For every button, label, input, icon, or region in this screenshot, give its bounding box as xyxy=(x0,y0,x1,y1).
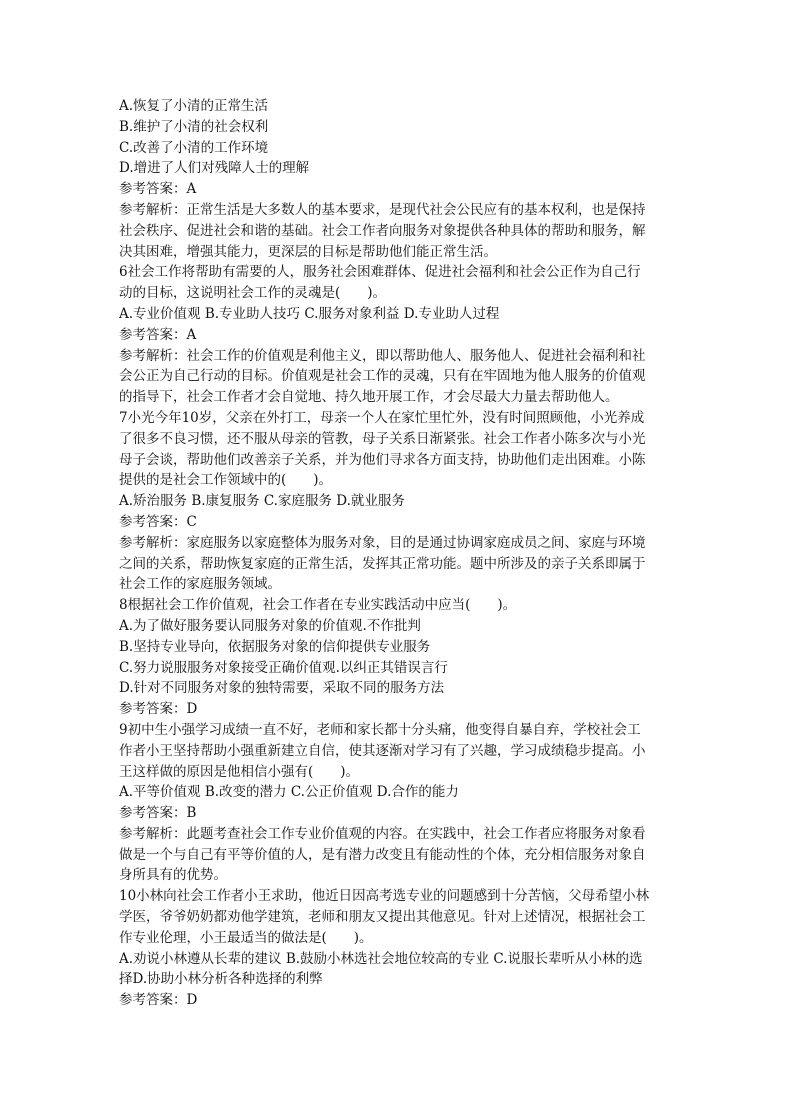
text-line: 了很多不良习惯，还不服从母亲的管教，母子关系日渐紧张。社会工作者小陈多次与小光 xyxy=(119,430,646,447)
text-line: D.增进了人们对残障人士的理解 xyxy=(119,160,310,177)
text-line: 决其困难，增强其能力，更深层的目标是帮助他们能正常生活。 xyxy=(119,243,497,260)
text-line: 参考解析：家庭服务以家庭整体为服务对象，目的是通过协调家庭成员之间、家庭与环境 xyxy=(119,534,646,551)
text-line: 6社会工作将帮助有需要的人，服务社会困难群体、促进社会福利和社会公正作为自己行 xyxy=(119,264,641,281)
text-line: 参考答案：A xyxy=(119,326,197,343)
text-line: 参考解析：此题考查社会工作专业价值观的内容。在实践中，社会工作者应将服务对象看 xyxy=(119,825,646,842)
text-line: 10小林向社会工作者小王求助，他近日因高考选专业的问题感到十分苦恼，父母希望小林 xyxy=(119,888,650,905)
text-line: 动的目标，这说明社会工作的灵魂是( )。 xyxy=(119,285,387,302)
text-line: 作者小王坚持帮助小强重新建立自信，使其逐渐对学习有了兴趣，学习成绩稳步提高。小 xyxy=(119,742,646,759)
text-line: 参考答案：C xyxy=(119,513,197,530)
text-line: 提供的是社会工作领域中的( )。 xyxy=(119,472,333,489)
text-line: B.坚持专业导向，依据服务对象的信仰提供专业服务 xyxy=(119,638,431,655)
text-line: 之间的关系，帮助恢复家庭的正常生活，发挥其正常功能。题中所涉及的亲子关系即属于 xyxy=(119,555,646,572)
text-line: 的指导下，社会工作者才会自觉地、持久地开展工作，才会尽最大力量去帮助他人。 xyxy=(119,389,619,406)
text-line: 社会工作的家庭服务领域。 xyxy=(119,576,281,593)
text-line: A.平等价值观 B.改变的潜力 C.公正价值观 D.合作的能力 xyxy=(119,784,459,801)
text-line: 8根据社会工作价值观，社会工作者在专业实践活动中应当( )。 xyxy=(119,597,517,614)
text-line: 参考答案：D xyxy=(119,992,198,1009)
text-line: 参考答案：D xyxy=(119,701,198,718)
text-line: 做是一个与自己有平等价值的人，是有潜力改变且有能动性的个体，充分相信服务对象自 xyxy=(119,846,646,863)
text-line: 作专业伦理，小王最适当的做法是( )。 xyxy=(119,929,373,946)
text-line: 参考答案：B xyxy=(119,805,197,822)
text-line: 7小光今年10岁，父亲在外打工，母亲一个人在家忙里忙外，没有时间照顾他，小光养成 xyxy=(119,409,645,426)
text-line: A.恢复了小清的正常生活 xyxy=(119,98,269,114)
text-line: C.改善了小清的工作环境 xyxy=(119,139,269,156)
text-line: 身所具有的优势。 xyxy=(119,867,227,884)
text-line: A.劝说小林遵从长辈的建议 B.鼓励小林选社会地位较高的专业 C.说服长辈听从小林的选 xyxy=(119,950,643,967)
text-line: 王这样做的原因是他相信小强有( )。 xyxy=(119,763,360,780)
text-line: D.针对不同服务对象的独特需要，采取不同的服务方法 xyxy=(119,680,445,697)
text-line: 参考解析：社会工作的价值观是利他主义，即以帮助他人、服务他人、促进社会福利和社 xyxy=(119,347,646,364)
text-line: A.为了做好服务要认同服务对象的价值观.不作批判 xyxy=(119,617,421,634)
document-page xyxy=(119,96,679,1011)
text-line: 会公正为自己行动的目标。价值观是社会工作的灵魂，只有在牢固地为他人服务的价值观 xyxy=(119,368,646,385)
text-line: C.努力说服服务对象接受正确价值观.以纠正其错误言行 xyxy=(119,659,448,676)
text-line: 参考答案：A xyxy=(119,181,197,198)
text-line: 9初中生小强学习成绩一直不好，老师和家长都十分头痛，他变得自暴自弃，学校社会工 xyxy=(119,721,641,738)
text-line: A.矫治服务 B.康复服务 C.家庭服务 D.就业服务 xyxy=(119,493,405,510)
text-line: 社会秩序、促进社会和谐的基础。社会工作者向服务对象提供各种具体的帮助和服务，解 xyxy=(119,222,646,239)
text-line: 母子会谈，帮助他们改善亲子关系，并为他们寻求各方面支持，协助他们走出困难。小陈 xyxy=(119,451,646,468)
text-line: 参考解析：正常生活是大多数人的基本要求，是现代社会公民应有的基本权利，也是保持 xyxy=(119,201,646,218)
text-line: 学医，爷爷奶奶都劝他学建筑，老师和朋友又提出其他意见。针对上述情况，根据社会工 xyxy=(119,909,646,926)
text-line: B.维护了小清的社会权利 xyxy=(119,118,269,135)
text-line: A.专业价值观 B.专业助人技巧 C.服务对象利益 D.专业助人过程 xyxy=(119,305,500,322)
text-line: 择D.协助小林分析各种选择的利弊 xyxy=(119,971,323,988)
